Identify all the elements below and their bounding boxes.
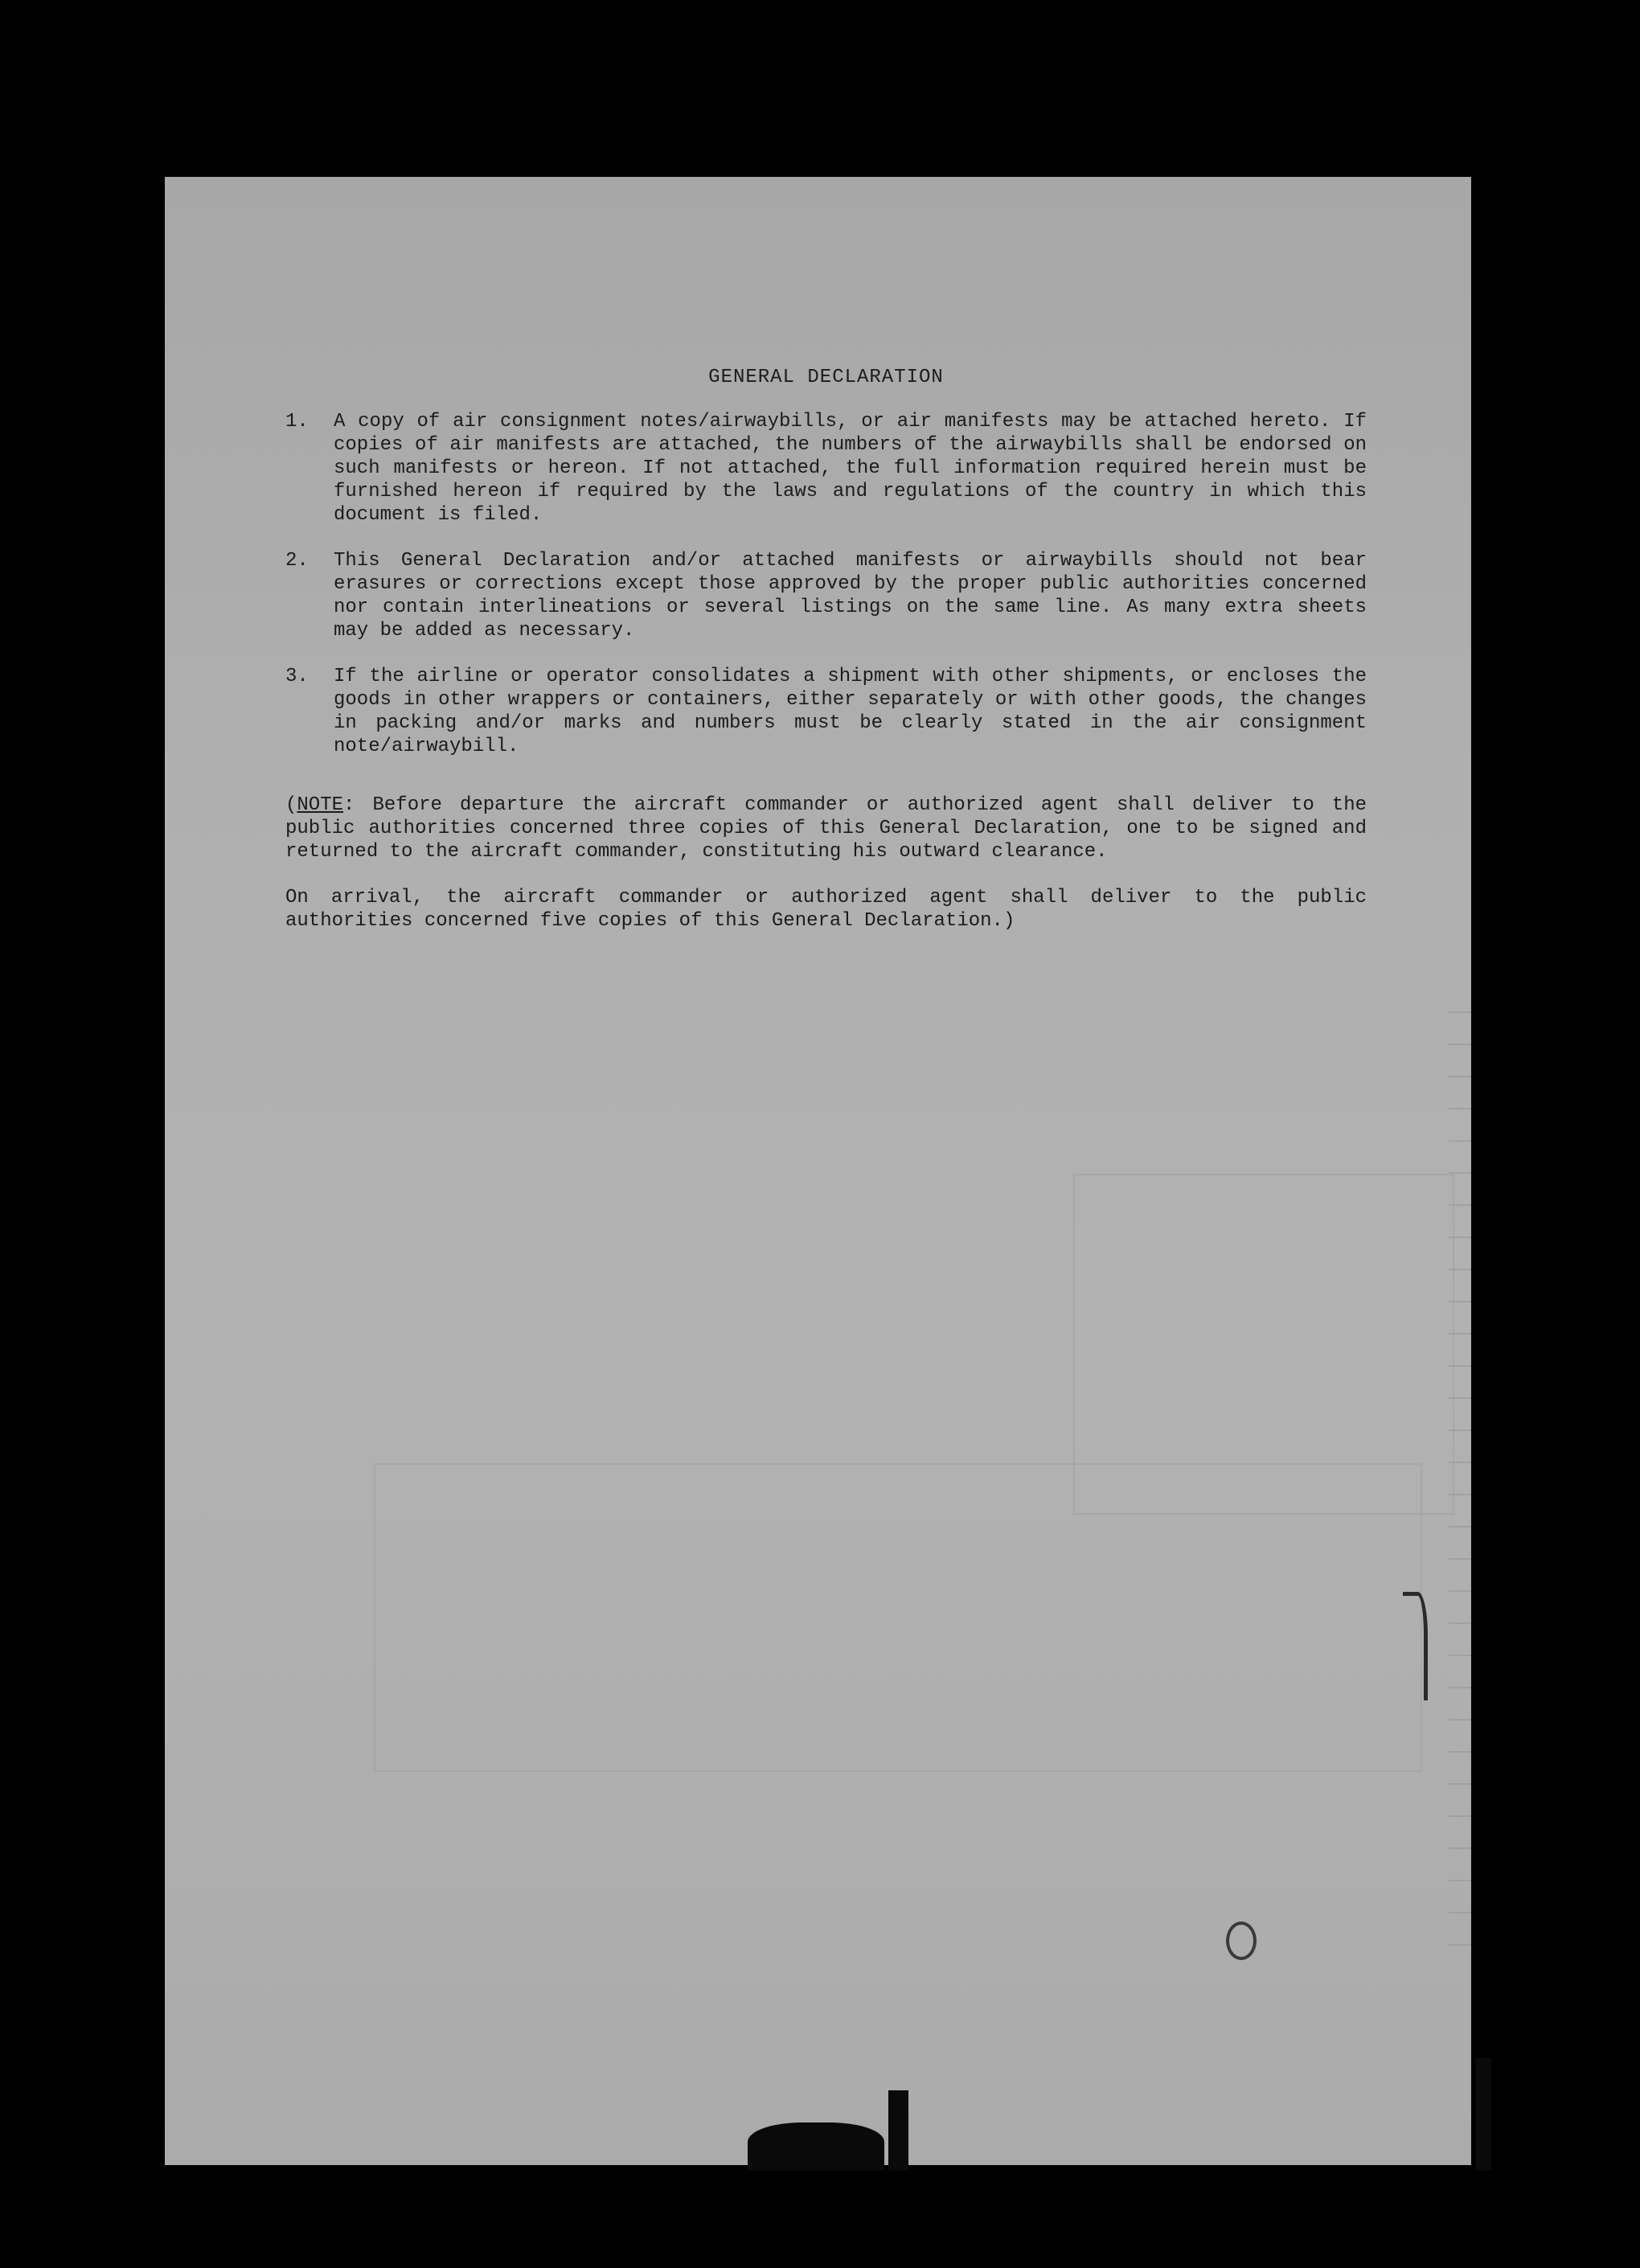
item-number: 1. [285,411,309,433]
torn-edge [888,2090,908,2171]
item-text: This General Declaration and/or attached manifests or airwaybills should not bear erasures or corrections except those approved by the proper public authorities concerned nor contain interlineations or several listings on the same line. As many extra sheets may be added as necessary. [334,550,1367,642]
handwritten-mark [1226,1921,1257,1960]
declaration-text [285,366,1367,952]
item-text: A copy of air consignment notes/airwaybills, or air manifests may be attached hereto. If copies of air manifests are attached, the numbers of the airwaybills shall be endorsed on such manifests or hereon. If not attached, the full information required herein must be furnished hereon if required by the laws and regulations of the country in which this document is filed. [334,411,1367,526]
item-text: If the airline or operator consolidates a shipment with other shipments, or encloses the goods in other wrappers or containers, either separately or with other goods, the changes in packing and/or marks and numbers must be clearly stated in the air consignment note/airwaybill. [334,666,1367,757]
list-item [285,665,1367,758]
paper-sheet [165,177,1471,2165]
bleed-through-box [374,1463,1422,1772]
bleed-through-rules [1449,981,1471,1946]
list-item [285,549,1367,642]
note-open-paren: ( [285,794,297,816]
note-label: NOTE [297,794,344,816]
torn-edge [748,2122,884,2171]
handwritten-mark [1403,1592,1428,1700]
list-item [285,410,1367,527]
page-title: GENERAL DECLARATION [708,367,944,388]
note-text: : Before departure the aircraft commander or authorized agent shall deliver to the public authorities concerned three copies of this General Declaration, one to be signed and returned to the aircraft commander, constituting his outward clearance. [285,794,1367,863]
item-number: 3. [285,666,309,687]
note-paragraph [285,794,1367,863]
arrival-paragraph: On arrival, the aircraft commander or authorized agent shall deliver to the public authorities concerned five copies of this General Declaration.) [285,887,1367,932]
torn-edge [1475,2058,1491,2171]
item-number: 2. [285,550,309,572]
